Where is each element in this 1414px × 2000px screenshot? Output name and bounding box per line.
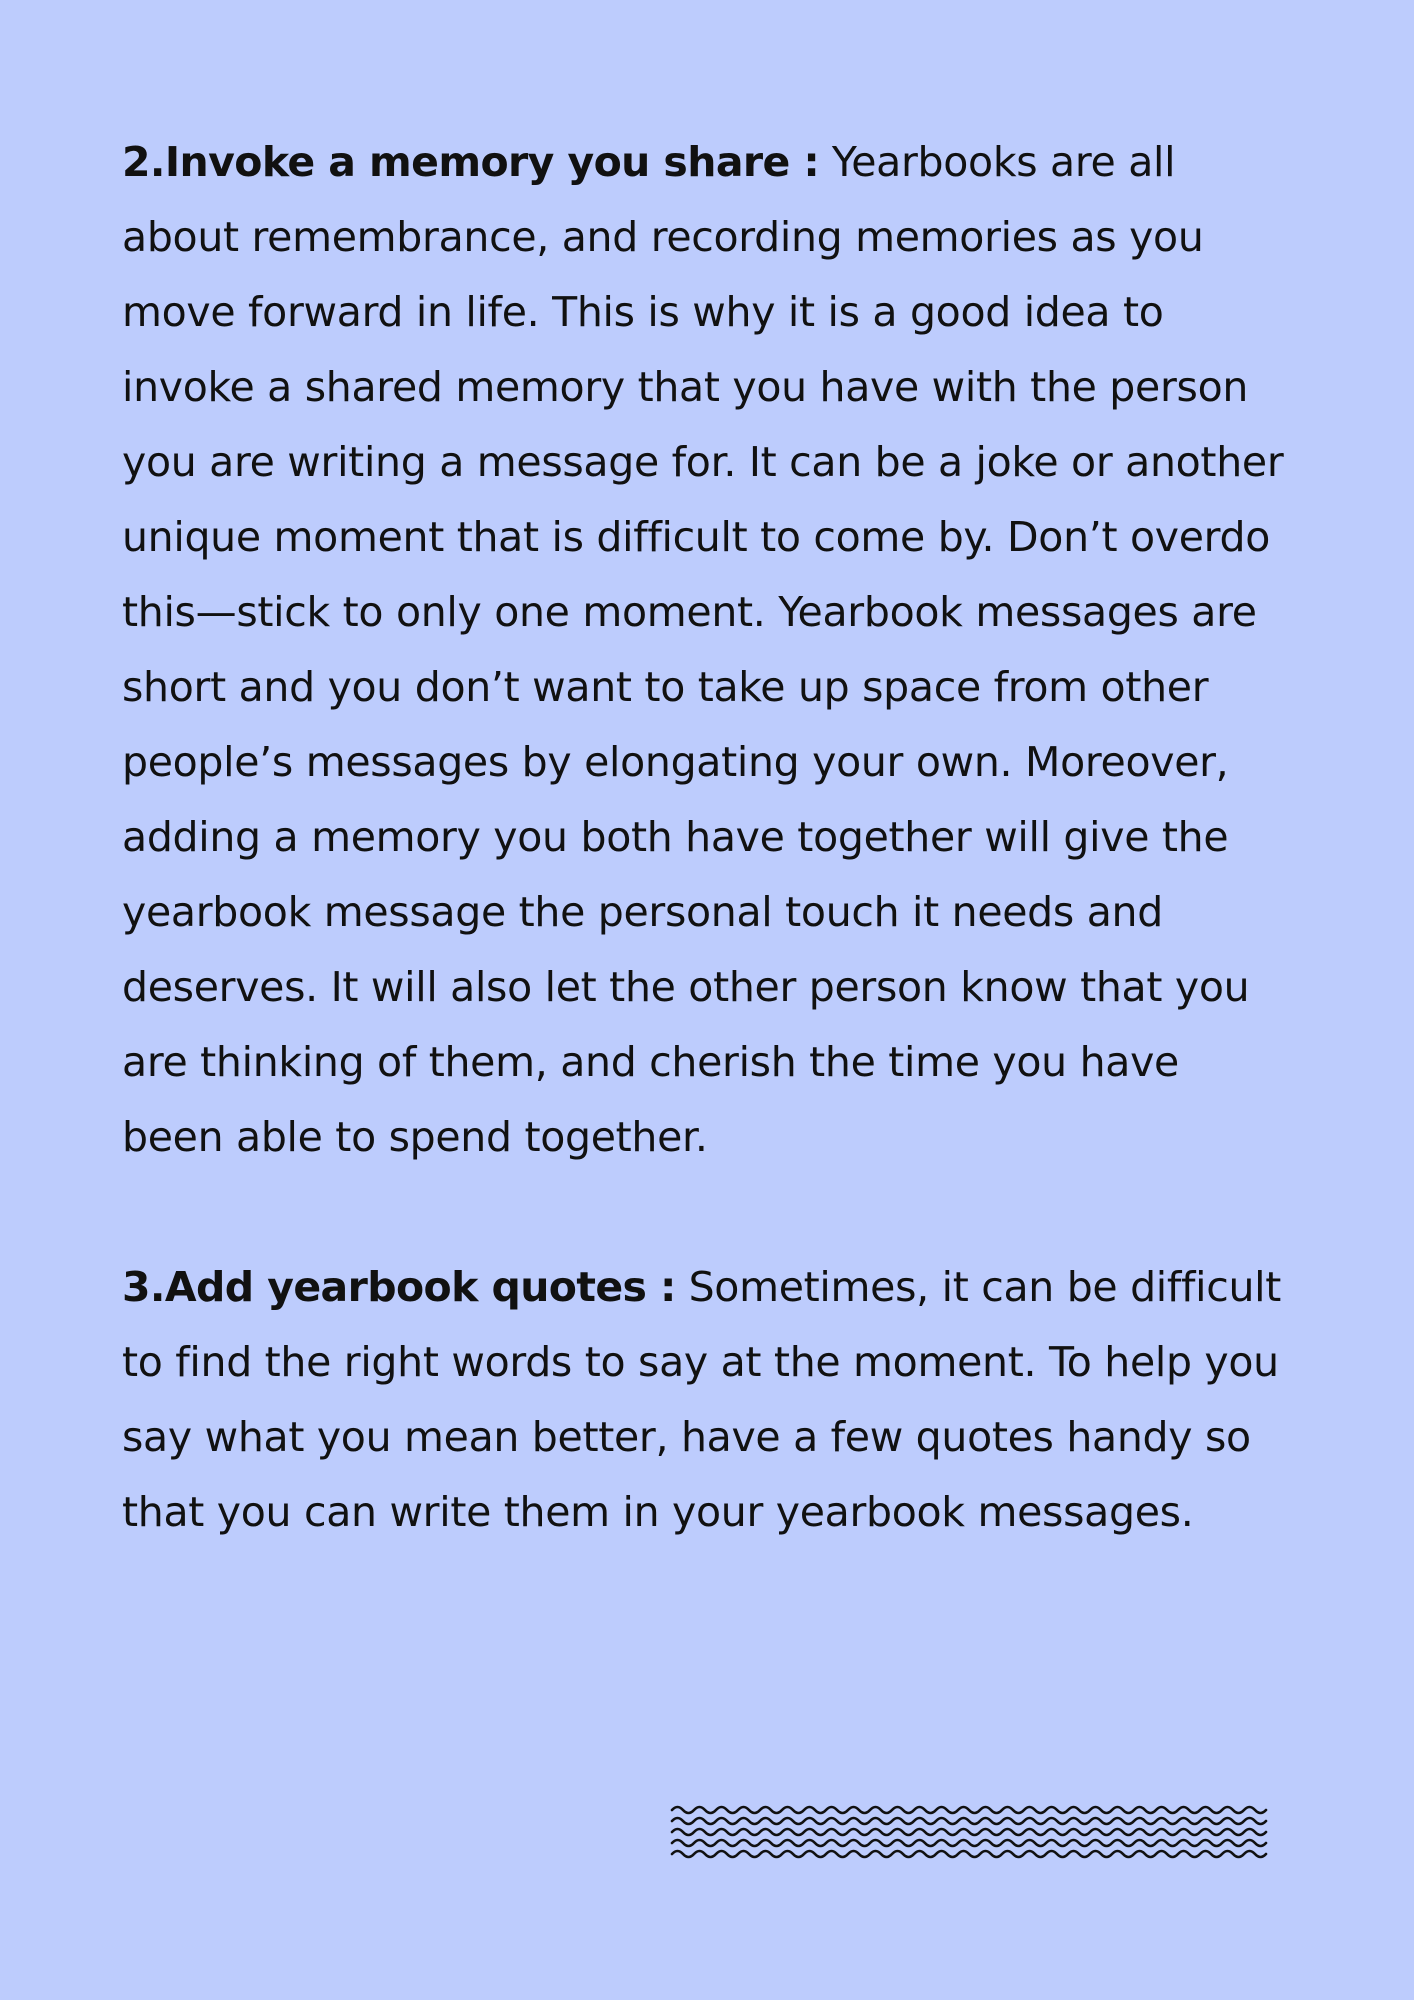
section-body: Sometimes, it can be difficult to find the right words to say at the moment. To help you say what you mean better, have a few quotes handy so that you can write them in your yearbook messages. <box>122 1263 1282 1536</box>
section-body: Yearbooks are all about remembrance, and recording memories as you move forward in life. This is why it is a good idea to invoke a shared memory that you have with the person you are writing a message for. It can be a joke or another unique moment that is difficult to come by. Don’t overdo this—stick to only one moment. Yearbook messages are short and you don’t want to take up space from other people’s messages by elongating your own. Moreover, adding a memory you both have together will give the yearbook message the personal touch it needs and deserves. It will also let the other person know that you are thinking of them, and cherish the time you have been able to spend together. <box>122 138 1284 1161</box>
section-heading: 3.Add yearbook quotes : <box>122 1263 676 1311</box>
section-invoke-memory <box>122 125 1292 1175</box>
section-heading: 2.Invoke a memory you share : <box>122 138 820 186</box>
wave-pattern-icon <box>670 1804 1274 1860</box>
document-content <box>122 125 1292 1550</box>
section-yearbook-quotes <box>122 1250 1292 1550</box>
